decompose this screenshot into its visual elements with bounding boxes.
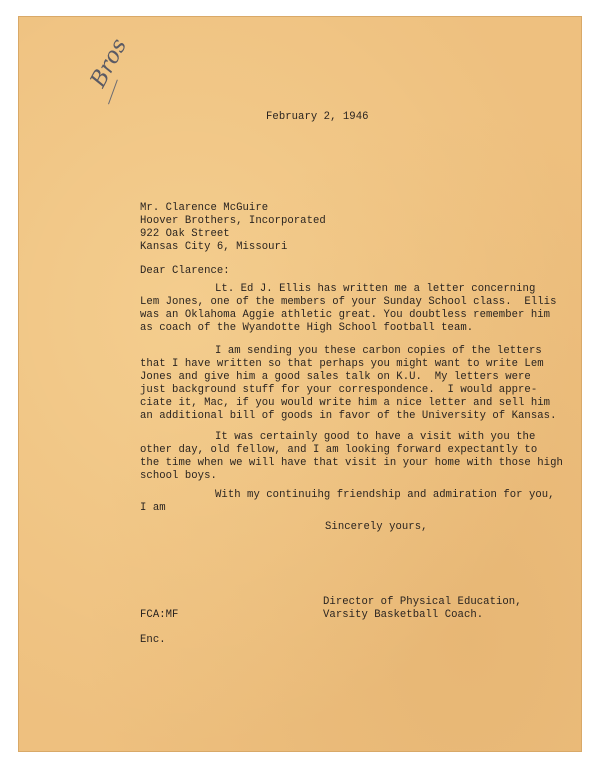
- signature-title-line: Varsity Basketball Coach.: [323, 609, 484, 621]
- salutation: Dear Clarence:: [140, 265, 230, 277]
- text-line: Lt. Ed J. Ellis has written me a letter concerning: [215, 283, 536, 295]
- text-line: as coach of the Wyandotte High School football team.: [140, 322, 474, 334]
- closing: Sincerely yours,: [325, 521, 428, 533]
- text-line: Lem Jones, one of the members of your Sunday School class. Ellis: [140, 296, 557, 308]
- text-line: the time when we will have that visit in your home with those high: [140, 457, 563, 469]
- text-line: just background stuff for your correspondence. I would appre-: [140, 384, 538, 396]
- text-line: I am: [140, 502, 166, 514]
- text-line: that I have written so that perhaps you might want to write Lem: [140, 358, 544, 370]
- recipient-line: Mr. Clarence McGuire: [140, 202, 269, 214]
- recipient-line: Hoover Brothers, Incorporated: [140, 215, 326, 227]
- recipient-line: Kansas City 6, Missouri: [140, 241, 288, 253]
- text-line: was an Oklahoma Aggie athletic great. You doubtless remember him: [140, 309, 551, 321]
- text-line: Jones and give him a good sales talk on K.U. My letters were: [140, 371, 531, 383]
- text-line: It was certainly good to have a visit with you the: [215, 431, 536, 443]
- letter-page: [18, 16, 582, 752]
- enclosure-note: Enc.: [140, 634, 166, 646]
- text-line: other day, old fellow, and I am looking forward expectantly to: [140, 444, 538, 456]
- text-line: an additional bill of goods in favor of the University of Kansas.: [140, 410, 557, 422]
- signature-title-line: Director of Physical Education,: [323, 596, 522, 608]
- recipient-line: 922 Oak Street: [140, 228, 230, 240]
- handwritten-annotation: Bros: [86, 34, 133, 92]
- text-line: ciate it, Mac, if you would write him a nice letter and sell him: [140, 397, 551, 409]
- reference-initials: FCA:MF: [140, 609, 179, 621]
- text-line: I am sending you these carbon copies of the letters: [215, 345, 542, 357]
- letter-date: February 2, 1946: [266, 111, 369, 123]
- text-line: school boys.: [140, 470, 217, 482]
- text-line: With my continuihg friendship and admiration for you,: [215, 489, 555, 501]
